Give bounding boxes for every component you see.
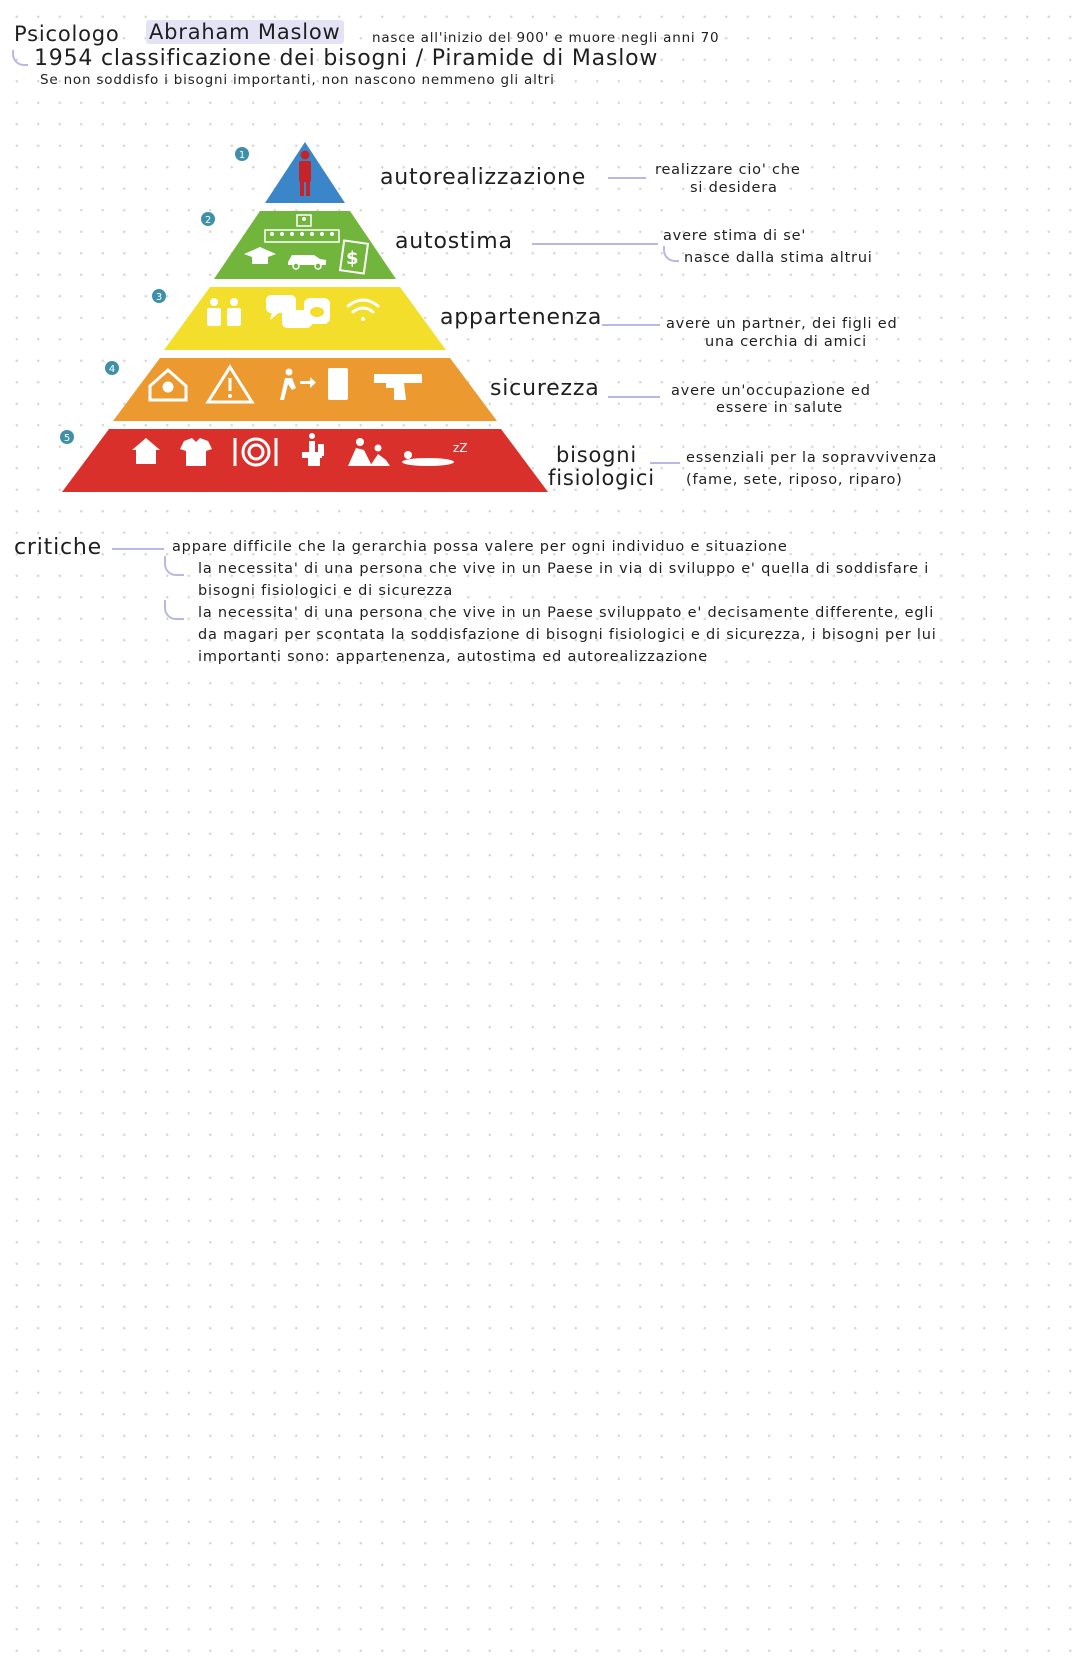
bracket-line: [12, 50, 28, 66]
psicologo-label: Psicologo: [14, 22, 120, 46]
level-desc-2-line2: nasce dalla stima altrui: [684, 250, 873, 266]
twitter-bird-icon: [304, 298, 330, 324]
critique-2-line1: la necessita' di una persona che vive in un Paese sviluppato e' decisamente differente, egli: [198, 605, 935, 621]
level-label-2: autostima: [395, 229, 513, 254]
subtitle-line: Se non soddisfo i bisogni importanti, non nascono nemmeno gli altri: [40, 72, 555, 88]
connector-1: [608, 177, 646, 179]
level-desc-3-line1: avere un partner, dei figli ed: [666, 316, 898, 332]
critique-1-bracket: [164, 556, 184, 576]
level-desc-5-line1: essenziali per la sopravvivenza: [686, 450, 938, 466]
level-label-4: sicurezza: [490, 376, 600, 401]
critique-2-line2: da magari per scontata la soddisfazione di bisogni fisiologici e di sicurezza, i bisogni per lui: [198, 627, 937, 643]
level-number-2: 2: [204, 215, 212, 226]
connector-2: [532, 243, 658, 245]
level-desc-2-line1: avere stima di se': [663, 228, 807, 244]
name-highlight: Abraham Maslow: [146, 20, 344, 44]
level-desc-5-line2: (fame, sete, riposo, riparo): [686, 472, 903, 488]
critique-1-line2: bisogni fisiologici e di sicurezza: [198, 583, 454, 599]
pyramid-level-5: [62, 429, 548, 492]
level-desc-3-line2: una cerchia di amici: [705, 334, 867, 350]
connector-5: [650, 462, 680, 464]
year-line: 1954 classificazione dei bisogni / Piramide di Maslow: [34, 46, 659, 71]
critique-2-line3: importanti sono: appartenenza, autostima ed autorealizzazione: [198, 649, 708, 665]
critiques-connector: [112, 548, 164, 550]
svg-text:$: $: [346, 248, 359, 269]
level-desc-1-line2: si desidera: [690, 180, 778, 196]
level-label-5-line1: bisogni: [556, 443, 638, 467]
level-number-1: 1: [238, 150, 246, 161]
level-number-4: 4: [108, 364, 116, 375]
critiques-title: critiche: [14, 535, 102, 560]
connector-3: [602, 324, 660, 326]
connector-4: [608, 396, 660, 398]
level-desc-1-line1: realizzare cio' che: [655, 162, 801, 178]
maslow-name: [146, 20, 344, 44]
critiques-intro: appare difficile che la gerarchia possa valere per ogni individuo e situazione: [172, 539, 788, 555]
born-note: nasce all'inizio del 900' e muore negli anni 70: [372, 30, 720, 46]
level-label-1: autorealizzazione: [380, 165, 587, 190]
level-desc-4-line2: essere in salute: [716, 400, 844, 416]
level-number-5: 5: [63, 433, 71, 444]
level-label-3: appartenenza: [440, 305, 603, 330]
level-label-5-line2: fisiologici: [548, 466, 655, 490]
level-desc-4-line1: avere un'occupazione ed: [671, 383, 871, 399]
critique-1-line1: la necessita' di una persona che vive in un Paese in via di sviluppo e' quella di soddisfare i: [198, 561, 930, 577]
desc-2-bracket: [663, 246, 679, 262]
svg-text:zZ: zZ: [453, 441, 468, 455]
critique-2-bracket: [164, 600, 184, 620]
level-number-3: 3: [155, 292, 163, 303]
